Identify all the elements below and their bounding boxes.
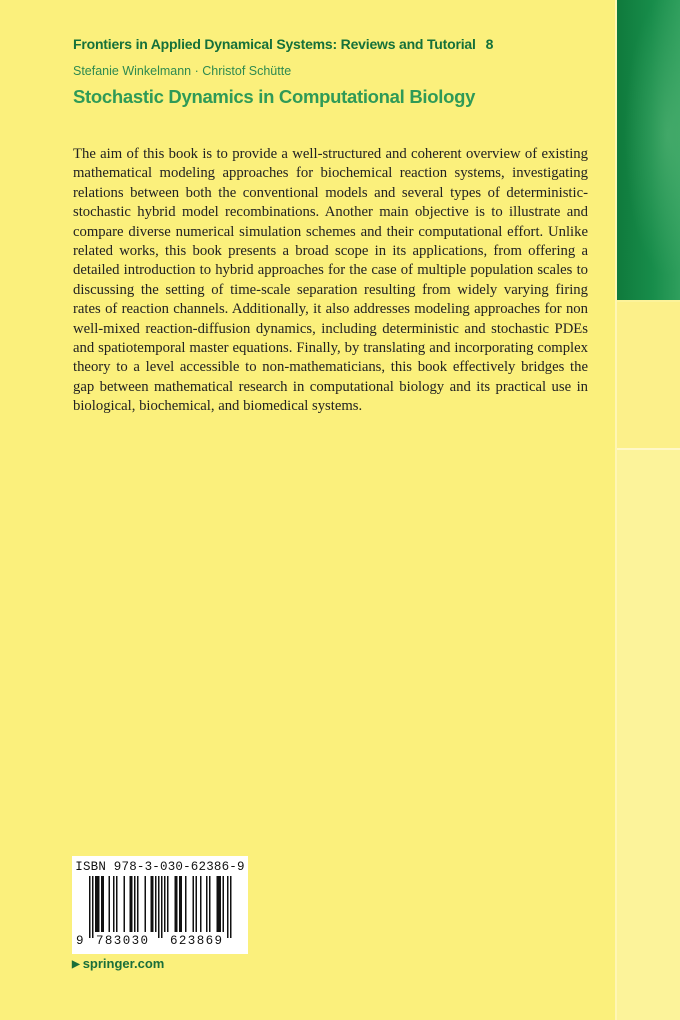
barcode-bar (193, 876, 195, 932)
book-description: The aim of this book is to provide a well-structured and coherent overview of existing mathematical modeling approaches for biochemical reaction systems, investigating relations between both the conventional models and several types of deterministic-stochastic hybrid model recombinations. Another main objective is to illustrate and compare diverse numerical simulation schemes and their computational effort. Unlike related works, this book presents a broad scope in its applications, from offering a detailed introduction to hybrid approaches for the case of multiple population scales to discussing the setting of time-scale separation resulting from widely varying firing rates of reaction channels. Additionally, it also addresses modeling approaches for non well-mixed reaction-diffusion dynamics, including deterministic and stochastic PDEs and spatiotemporal master equations. Finally, by translating and incorporating complex theory to a level accessible to non-mathematicians, this book effectively bridges the gap between mathematical research in computational biology and its practical use in biological, biochemical, and biomedical systems. (73, 146, 588, 415)
barcode-bar (167, 876, 169, 932)
barcode-bar (137, 876, 139, 932)
barcode-bar (97, 876, 99, 932)
barcode-bar (181, 876, 183, 932)
barcode-bar (217, 876, 219, 932)
barcode-right-digits: 623869 (170, 934, 224, 948)
barcode-bar (155, 876, 157, 932)
barcode-bar (124, 876, 126, 932)
barcode-bar (220, 876, 222, 932)
side-strip-green-block (617, 0, 680, 300)
barcode-bar (206, 876, 208, 932)
book-authors: Stefanie Winkelmann · Christof Schütte (73, 64, 292, 78)
barcode-bar (101, 876, 103, 932)
book-title: Stochastic Dynamics in Computational Biology (73, 86, 476, 107)
arrow-right-icon: ▶ (72, 959, 80, 970)
barcode-bar (176, 876, 178, 932)
barcode-bar (161, 876, 163, 938)
barcode-bar (230, 876, 232, 938)
series-title (73, 36, 493, 52)
barcode-bar (218, 876, 220, 932)
barcode-bar (116, 876, 118, 932)
publisher-link[interactable] (72, 956, 164, 971)
barcode-bar (227, 876, 229, 938)
isbn-barcode (72, 856, 248, 954)
barcode-bar (130, 876, 132, 932)
barcode-bar (109, 876, 111, 932)
barcode-bar (158, 876, 160, 938)
series-name: Frontiers in Applied Dynamical Systems: Reviews and Tutorial (73, 36, 476, 52)
barcode-left-digits: 783030 (96, 934, 150, 948)
publisher-link-text: springer.com (82, 956, 165, 971)
barcode-bar (145, 876, 147, 932)
barcode-bar (113, 876, 115, 932)
barcode-bar (95, 876, 97, 932)
barcode-bar (98, 876, 100, 932)
barcode-bar (89, 876, 91, 938)
barcode-bar (131, 876, 133, 932)
side-strip-middle-block (617, 302, 680, 450)
isbn-number: ISBN 978-3-030-62386-9 (75, 860, 245, 874)
barcode-bar (185, 876, 187, 932)
barcode-bar (134, 876, 136, 932)
series-volume: 8 (485, 36, 494, 52)
barcode-bar (196, 876, 198, 932)
barcode-bar (175, 876, 177, 932)
barcode-bar (151, 876, 153, 932)
barcode-bar (92, 876, 94, 938)
barcode-bar (179, 876, 181, 932)
barcode-bar (103, 876, 105, 932)
barcode-lead-digit: 9 (76, 934, 84, 948)
barcode-bar (223, 876, 225, 932)
barcode-bar (164, 876, 166, 932)
barcode-bar (209, 876, 211, 932)
barcode-bar (152, 876, 154, 932)
barcode-bar (200, 876, 202, 932)
